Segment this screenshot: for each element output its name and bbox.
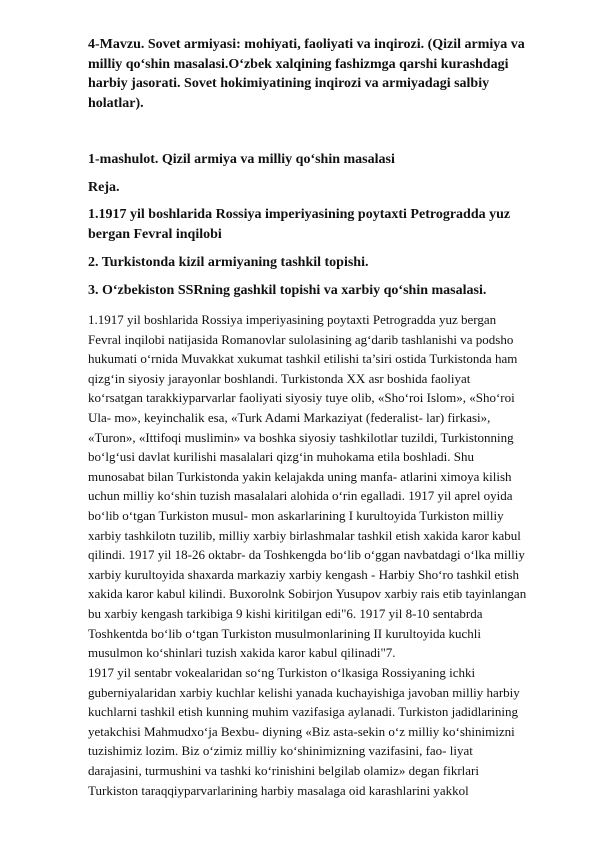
plan-item-1: 1.1917 yil boshlarida Rossiya imperiyasining poytaxti Petrogradda yuz bergan Fevral inqilobi [88, 207, 511, 242]
plan-item-2: 2. Turkistonda kizil armiyaning tashkil topishi. [88, 255, 369, 270]
lesson-heading: 1-mashulot. Qizil armiya va milliy qo‘shin masalasi [88, 152, 395, 167]
topic-title: 4-Mavzu. Sovet armiyasi: mohiyati, faoliyati va inqirozi. (Qizil armiya va milliy qo‘shin masalasi.O‘zbek xalqining fashizmga qarshi kurashdagi harbiy jasorati. Sovet hokimiyatining inqirozi va armiyadagi salbiy holatlar). [88, 37, 525, 111]
plan-label: Reja. [88, 180, 120, 195]
body-paragraph-1: 1.1917 yil boshlarida Rossiya imperiyasining poytaxti Petrogradda yuz bergan Fevral inqilobi natijasida Romanovlar sulolasining ag‘darib tashlanishi va podsho hukumati o‘rnida Muvakkat xukumat tashkil etilishi ta’siri ostida Turkistonda ham qizg‘in siyosiy jarayonlar boshlandi. Turkistonda XX asr boshida faoliyat ko‘rsatgan tarakkiyparvarlar faoliyati siyosiy tuye olib, «Sho‘roi Islom», «Sho‘roi Ula- mo», keyinchalik esa, «Turk Adami Markaziyat (federalist- lar) firkasi», «Turon», «Ittifoqi muslimin» va boshka siyosiy tashkilotlar tuzildi, Turkistonning bo‘lg‘usi davlat kurilishi masalalari qizg‘in muhokama etila boshladi. Shu munosabat bilan Turkistonda yakin kelajakda uning manfa- atlarini ximoya kilish uchun milliy ko‘shin tuzish masalalari alohida o‘rin egalladi. 1917 yil aprel oyida bo‘lib o‘tgan Turkiston musul- mon askarlarining I kurultoyida Turkiston milliy xarbiy tashkilotn tuzilib, milliy xarbiy birlashmalar tashkil etish xakida karor kabul qilindi. 1917 yil 18-26 oktabr- da Toshkengda bo‘lib o‘ggan navbatdagi o‘lka milliy xarbiy kurultoyida shaxarda markaziy xarbiy kengash - Harbiy Sho‘ro tashkil etish xakida karor kabul kilindi. Buxorolnk Sobirjon Yusupov xarbiy rais etib tayinlangan bu xarbiy kengash tarkibiga 9 kishi kiritilgan edi"6. 1917 yil 8-10 sentabrda Toshkentda bo‘lib o‘tgan Turkiston musulmonlarining II kurultoyida kuchli musulmon ko‘shinlari tuzish xakida karor kabul qilinadi"7. [88, 312, 527, 661]
plan-item-3: 3. O‘zbekiston SSRning gashkil topishi va xarbiy qo‘shin masalasi. [88, 283, 487, 298]
body-paragraph-2: 1917 yil sentabr vokealaridan so‘ng Turkiston o‘lkasiga Rossiyaning ichki guberniyalaridan xarbiy kuchlar kelishi yanada kuchayishiga javoban milliy harbiy kuchlarni tashkil etish kunning muhim vazifasiga aylanadi. Turkiston jadidlarining yetakchisi Mahmudxo‘ja Bexbu- diyning «Biz asta-sekin o‘z milliy ko‘shinimizni tuzishimiz lozim. Biz o‘zimiz milliy ko‘shinimizning vazifasini, fao- liyat darajasini, turmushini va tashki ko‘rinishini belgilab olamiz» degan fikrlari Turkiston taraqqiyparvarlarining harbiy masalaga oid karashlarini yakkol [88, 665, 520, 798]
